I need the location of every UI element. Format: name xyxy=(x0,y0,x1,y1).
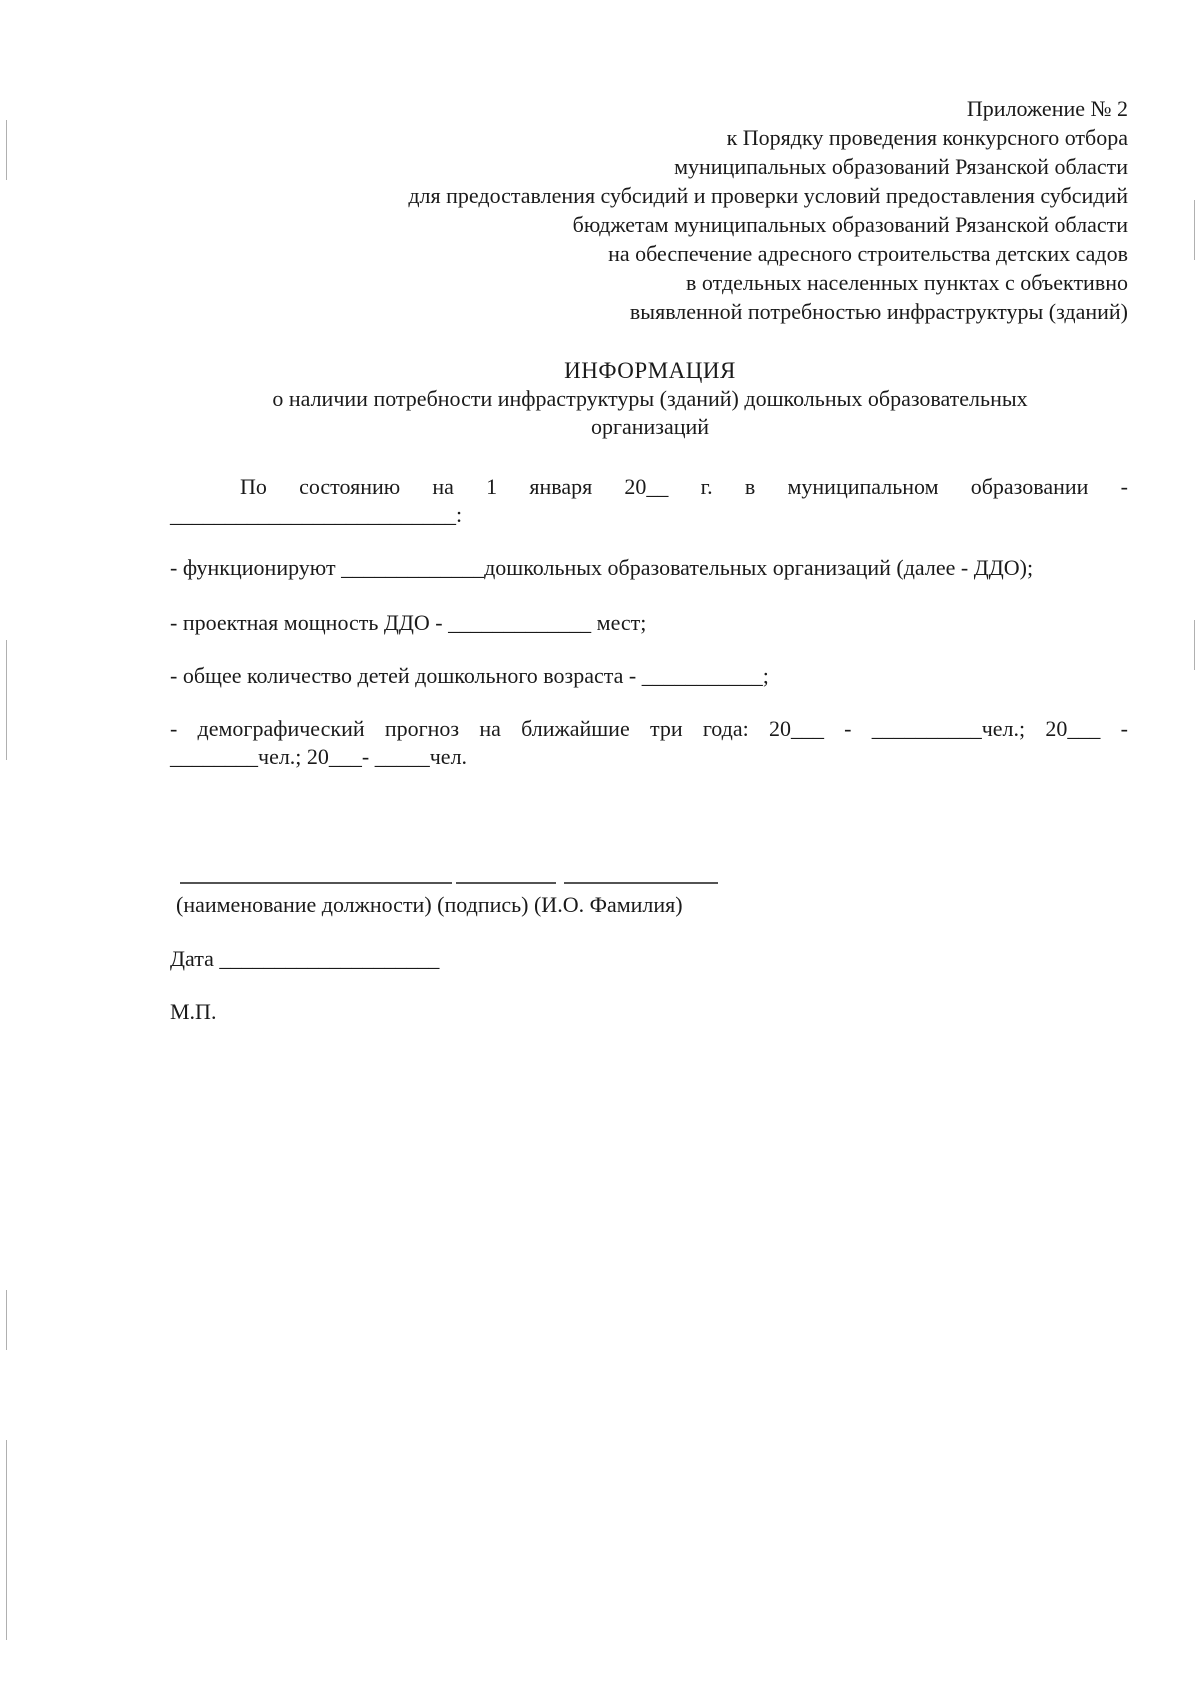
forecast-line-2: ________чел.; 20___- _____чел. xyxy=(170,744,468,769)
date-blank: ____________________ xyxy=(219,946,440,971)
intro-line-2: __________________________: xyxy=(170,502,463,527)
scan-artifact xyxy=(1194,200,1195,260)
forecast-word: года: xyxy=(702,716,749,741)
item-text: - общее количество детей дошкольного возраста - xyxy=(170,663,642,688)
forecast-word: демографический xyxy=(197,716,365,741)
scan-artifact xyxy=(6,1440,7,1640)
appendix-line: в отдельных населенных пунктах с объективно xyxy=(686,270,1128,295)
forecast-word: 20___ xyxy=(1045,716,1101,741)
fill-blank: _____________ xyxy=(448,610,592,635)
intro-word: муниципальном xyxy=(787,474,939,499)
appendix-line: на обеспечение адресного строительства детских садов xyxy=(608,241,1128,266)
intro-line-1 xyxy=(240,474,1128,500)
date-label: Дата xyxy=(170,946,214,971)
forecast-word: на xyxy=(479,716,501,741)
intro-word: января xyxy=(529,474,593,499)
intro-word: на xyxy=(432,474,454,499)
scan-artifact xyxy=(6,120,7,180)
intro-word: образовании xyxy=(970,474,1089,499)
appendix-line: бюджетам муниципальных образований Рязанской области xyxy=(572,212,1128,237)
scan-artifact xyxy=(1194,620,1195,670)
forecast-word: 20___ xyxy=(768,716,824,741)
fill-blank: _____________ xyxy=(341,555,485,580)
item-text: - проектная мощность ДДО - xyxy=(170,610,449,635)
forecast-word: три xyxy=(649,716,683,741)
forecast-word: ближайшие xyxy=(521,716,630,741)
forecast-word: - xyxy=(1120,716,1128,741)
appendix-line: для предоставления субсидий и проверки условий предоставления субсидий xyxy=(408,183,1128,208)
intro-word: 1 xyxy=(486,474,498,499)
forecast-word: - xyxy=(844,716,852,741)
item-text: мест; xyxy=(591,610,647,635)
forecast-word: прогноз xyxy=(384,716,460,741)
title-subtitle: о наличии потребности инфраструктуры (зданий) дошкольных образовательных xyxy=(272,386,1028,411)
signature-caption-text: (наименование должности) (подпись) (И.О. Фамилия) xyxy=(176,892,683,917)
forecast-word: - xyxy=(170,716,178,741)
item-text: ; xyxy=(762,663,769,688)
appendix-line: выявленной потребностью инфраструктуры (зданий) xyxy=(629,299,1128,324)
appendix-header xyxy=(408,94,1128,326)
fill-blank: ___________ xyxy=(641,663,763,688)
forecast-line-1 xyxy=(170,716,1128,742)
document-title xyxy=(170,357,1130,441)
scan-artifact xyxy=(6,640,7,760)
signature-underlines xyxy=(180,880,720,886)
appendix-line: Приложение № 2 xyxy=(966,96,1128,121)
forecast-word: __________чел.; xyxy=(871,716,1026,741)
item-text: дошкольных образовательных организаций (далее - ДДО); xyxy=(484,555,1034,580)
title-heading: ИНФОРМАЦИЯ xyxy=(564,358,736,383)
stamp-label: М.П. xyxy=(170,999,217,1024)
intro-word: 20__ xyxy=(624,474,669,499)
intro-word: состоянию xyxy=(299,474,401,499)
appendix-line: к Порядку проведения конкурсного отбора xyxy=(726,125,1128,150)
intro-word: в xyxy=(744,474,756,499)
intro-word: - xyxy=(1120,474,1128,499)
scan-artifact xyxy=(6,1290,7,1350)
title-subtitle: организаций xyxy=(590,414,710,439)
intro-word: г. xyxy=(700,474,713,499)
item-text: - функционируют xyxy=(170,555,342,580)
appendix-line: муниципальных образований Рязанской области xyxy=(674,154,1128,179)
intro-word: По xyxy=(240,474,267,499)
